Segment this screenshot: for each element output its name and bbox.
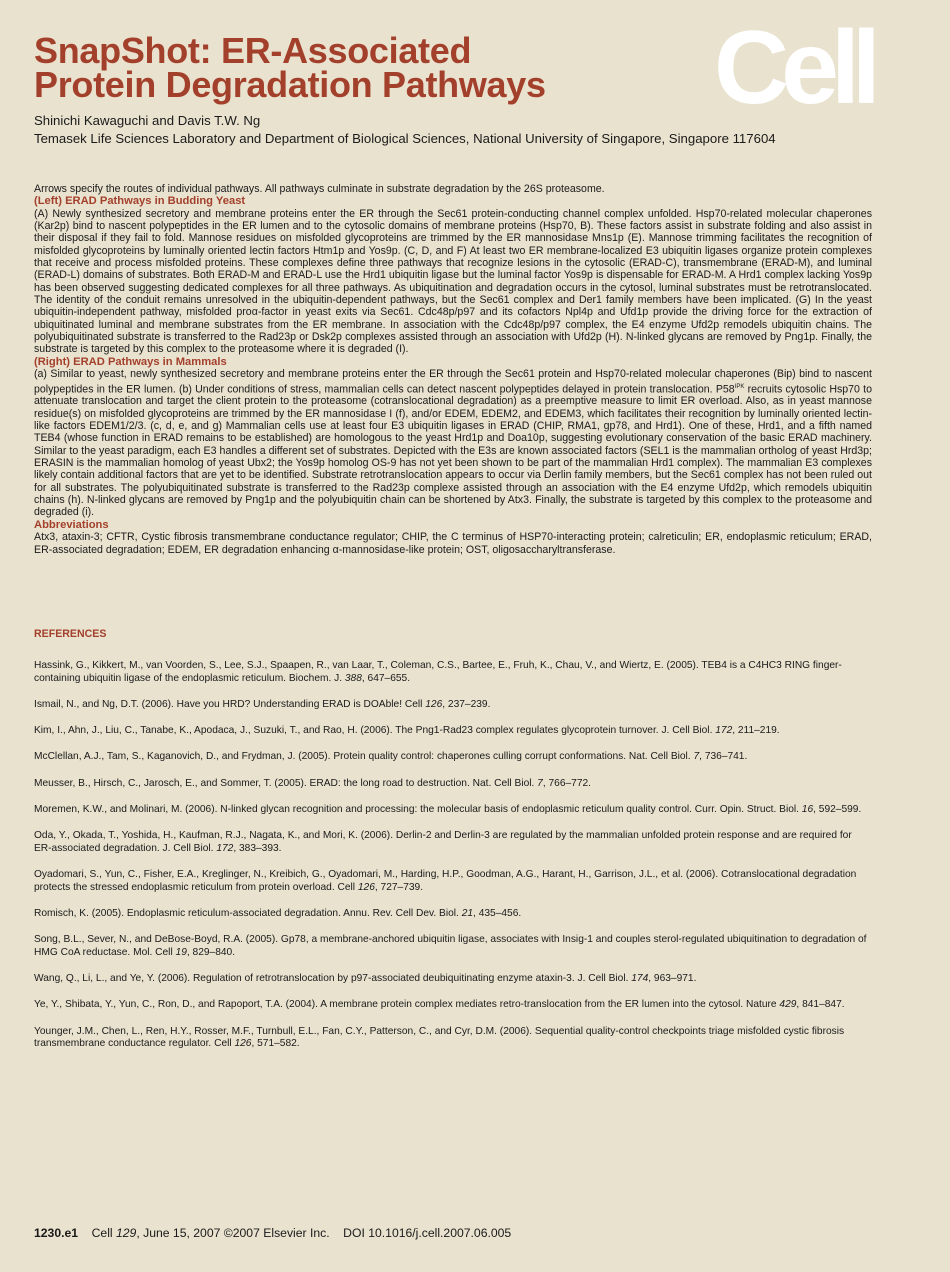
- reference-text: Song, B.L., Sever, N., and DeBose-Boyd, R.A. (2005). Gp78, a membrane-anchored ubiquitin ligase, associates with Insig-1 and couples sterol-regulated ubiquitination to degradation of HMG CoA reductase. Mol. Cell: [34, 934, 867, 958]
- doi: DOI 10.1016/j.cell.2007.06.005: [343, 1226, 512, 1240]
- reference-text: Romisch, K. (2005). Endoplasmic reticulum-associated degradation. Annu. Rev. Cell Dev. Biol.: [34, 907, 462, 919]
- reference-item: [34, 934, 872, 959]
- left-section-heading: (Left) ERAD Pathways in Budding Yeast: [34, 195, 246, 208]
- journal-name: Cell: [91, 1226, 116, 1240]
- reference-item: [34, 869, 872, 894]
- title-line-2: Protein Degradation Pathways: [34, 64, 546, 105]
- reference-item: [34, 699, 872, 712]
- reference-pages: , 211–219.: [732, 725, 780, 737]
- affiliation: Temasek Life Sciences Laboratory and Department of Biological Sciences, National University of Singapore, Singapore 117604: [34, 131, 776, 146]
- reference-text: Hassink, G., Kikkert, M., van Voorden, S., Lee, S.J., Spaapen, R., van Laar, T., Coleman, C.S., Bartee, E., Fruh, K., Chau, V., and Wiertz, E. (2005). TEB4 is a C4HC3 RING finger-containing ubiquitin ligase of the endoplasmic reticulum. Biochem. J.: [34, 660, 842, 684]
- reference-volume: 16: [801, 803, 814, 815]
- journal-citation: [92, 1226, 330, 1240]
- reference-volume: 172: [715, 725, 733, 737]
- reference-pages: , 647–655.: [361, 672, 411, 684]
- title-line-1: SnapShot: ER-Associated: [34, 30, 472, 71]
- left-section-text: (A) Newly synthesized secretory and membrane proteins enter the ER through the Sec61 protein-conducting channel complex unfolded. Hsp70-related molecular chaperones (Kar2p) bind to nascent polypeptides in the ER lumen and to the cytosolic domains of membrane proteins (Hsp70, B). These factors assist in substrate folding and also assist in their disposal if they fail to fold. Mannose residues on misfolded glycoproteins are trimmed by the ER mannosidase Mns1p (E). Mannose trimming facilitates the recognition of misfolded glycoproteins by luminally oriented lectin factors Htm1p and Yos9p. (C, D, and F) At least two ER membrane-localized E3 ubiquitin ligases organize protein complexes that receive and process misfolded proteins. These complexes define three pathways that recognize lesions in the cytosolic (ERAD-C), transmembrane (ERAD-M), and luminal (ERAD-L) domains of substrates. Both ERAD-M and ERAD-L use the Hrd1 ubiquitin ligase but the luminal factor Yos9p is dispensable for ERAD-M. A Hrd1 complex lacking Yos9p has been observed suggesting dedicated complexes for all three pathways. As ubiquitination and degradation occurs in the cytosol, luminal substrates must be retrotranslocated. The identity of the conduit remains unresolved in the ubiquitin-dependent pathways, but the Sec61 complex and Der1 family members have been implicated. (G) In the yeast ubiquitin-independent pathway, misfolded proα-factor in yeast exits via Sec61. Cdc48p/p97 and its cofactors Npl4p and Ufd1p provide the driving force for the extraction of ubiquitinated luminal and membrane substrates from the ER membrane. In association with the Cdc48p/p97 complex, the E4 enzyme Ufd2p remodels ubiquitin chains. The polyubiquitinated substrate is transferred to the Rad23p or Dsk2p complexes assisted through an association with Ufd2p (H). N-linked glycans are removed by Png1p. Finally, the substrate is targeted by this complex to the proteasome where it is degraded (I).: [34, 207, 872, 356]
- reference-text: Wang, Q., Li, L., and Ye, Y. (2006). Regulation of retrotranslocation by p97-associated deubiquitinating enzyme ataxin-3. J. Cell Biol.: [34, 972, 632, 984]
- reference-pages: , 592–599.: [813, 803, 862, 815]
- journal-volume: 129: [116, 1226, 137, 1240]
- reference-text: Oyadomari, S., Yun, C., Fisher, E.A., Kreglinger, N., Kreibich, G., Oyadomari, M., Harding, H.P., Goodman, A.G., Harant, H., Garrison, J.L., et al. (2006). Cotranslocational degradation protects the stressed endoplasmic reticulum from protein overload. Cell: [34, 869, 857, 893]
- reference-volume: 7: [537, 777, 543, 789]
- reference-text: Kim, I., Ahn, J., Liu, C., Tanabe, K., Apodaca, J., Suzuki, T., and Rao, H. (2006). The Png1-Rad23 complex regulates glycoprotein turnover. J. Cell Biol.: [34, 725, 716, 737]
- reference-text: Ismail, N., and Ng, D.T. (2006). Have you HRD? Understanding ERAD is DOAble! Cell: [34, 698, 426, 710]
- reference-volume: 126: [234, 1038, 252, 1050]
- cell-logo: Cell: [714, 10, 873, 126]
- reference-pages: , 435–456.: [473, 907, 522, 919]
- journal-date: , June 15, 2007 ©2007 Elsevier Inc.: [136, 1226, 330, 1240]
- reference-item: [34, 999, 872, 1012]
- reference-volume: 7: [693, 751, 700, 763]
- reference-volume: 388: [344, 672, 362, 684]
- reference-item: [34, 804, 872, 817]
- reference-volume: 19: [175, 946, 187, 958]
- reference-item: [34, 778, 872, 791]
- reference-item: [34, 1026, 872, 1051]
- reference-item: [34, 973, 872, 986]
- right-section-text: [34, 368, 872, 519]
- reference-text: Meusser, B., Hirsch, C., Jarosch, E., and Sommer, T. (2005). ERAD: the long road to destruction. Nat. Cell Biol.: [34, 777, 538, 789]
- reference-text: Ye, Y., Shibata, Y., Yun, C., Ron, D., and Rapoport, T.A. (2004). A membrane protein complex mediates retro-translocation from the ER lumen into the cytosol. Nature: [34, 999, 780, 1011]
- reference-volume: 172: [216, 842, 234, 854]
- reference-pages: , 571–582.: [251, 1038, 300, 1050]
- reference-item: [34, 908, 872, 921]
- page-number: 1230.e1: [34, 1226, 79, 1240]
- reference-text: Younger, J.M., Chen, L., Ren, H.Y., Rosser, M.F., Turnbull, E.L., Fan, C.Y., Patterson, C., and Cyr, D.M. (2006). Sequential quality-control checkpoints triage misfolded cystic fibrosis transmembrane conductance regulator. Cell: [34, 1025, 845, 1050]
- reference-item: [34, 751, 872, 764]
- right-section-heading: (Right) ERAD Pathways in Mammals: [34, 355, 227, 368]
- authors: Shinichi Kawaguchi and Davis T.W. Ng: [34, 113, 261, 128]
- reference-text: Moremen, K.W., and Molinari, M. (2006). N-linked glycan recognition and processing: the molecular basis of endoplasmic reticulum quality control. Curr. Opin. Struct. Biol.: [34, 803, 802, 815]
- reference-pages: , 727–739.: [374, 881, 424, 893]
- reference-text: Oda, Y., Okada, T., Yoshida, H., Kaufman, R.J., Nagata, K., and Mori, K. (2006). Derlin-2 and Derlin-3 are regulated by the mammalian unfolded protein response and are required for ER-associated degradation. J. Cell Biol.: [34, 830, 852, 854]
- reference-pages: , 766–772.: [542, 777, 591, 789]
- abbreviations-text: Atx3, ataxin-3; CFTR, Cystic fibrosis transmembrane conductance regulator; CHIP, the C terminus of HSP70-interacting protein; calreticulin; ER, endoplasmic reticulum; ERAD, ER-associated degradation; EDEM, ER degradation enhancing α-mannosidase-like protein; OST, oligosaccharyltransferase.: [34, 531, 872, 556]
- reference-volume: 126: [357, 881, 375, 893]
- reference-item: [34, 725, 872, 738]
- reference-pages: , 237–239.: [442, 698, 491, 710]
- right-text-part-b: recruits cytosolic Hsp70 to attenuate translocation and target the client protein to the proteasome (cotranslocational degradation) as a preemptive measure to limit ER overload. Also, as in yeast mannose residue(s) on misfolded glycoproteins are trimmed by the ER mannosidase I (f), and/or EDEM, EDEM2, and EDEM3, which facilitates their recognition by luminally oriented lectin-like factors EDEM1/2/3. (c, d, e, and g) Mammalian cells use at least four E3 ubiquitin ligases in ERAD (CHIP, RMA1, gp78, and Hrd1). One of these, Hrd1, and a fifth named TEB4 (whose function in ERAD remains to be established) are homologous to the yeast Hrd1p and Doa10p, suggesting evolutionary conservation of the basic ERAD machinery. Similar to the yeast paradigm, each E3 handles a different set of substrates. Depicted with the E3s are known associated factors (SEL1 is the mammalian ortholog of yeast Hrd3p; ERASIN is the mammalian homolog of yeast Ubx2; the Yos9p homolog OS-9 has not yet been shown to be part of the mammalian Hrd1 complex). The mammalian E3 complexes likely contain additional factors that are yet to be identified. Substrate retrotranslocation appears to occur via Derlin family members, but the Sec61 complex has not been ruled out for all substrates. The polyubiquitinated substrate is transferred to the Rad23p complexe assisted through an association with the E4 enzyme Ufd2p, which remodels ubiquitin chains (h). N-linked glycans are removed by Png1p and the polyubiquitin chain can be shortened by Atx3. Finally, the substrate is targeted by this complex to the proteasome and degraded (i).: [34, 383, 872, 519]
- reference-pages: , 841–847.: [796, 999, 845, 1011]
- reference-volume: 174: [631, 972, 649, 984]
- reference-volume: 126: [425, 698, 443, 710]
- reference-text: McClellan, A.J., Tam, S., Kaganovich, D., and Frydman, J. (2005). Protein quality control: chaperones culling corrupt conformations. Nat. Cell Biol.: [34, 751, 694, 763]
- intro-text: Arrows specify the routes of individual pathways. All pathways culminate in substrate degradation by the 26S proteasome.: [34, 183, 605, 195]
- references-heading: REFERENCES: [34, 628, 107, 640]
- reference-item: [34, 830, 872, 855]
- reference-pages: , 963–971.: [648, 972, 697, 984]
- references-list: [34, 660, 872, 1064]
- reference-volume: 21: [461, 907, 474, 919]
- reference-pages: , 829–840.: [186, 946, 236, 958]
- reference-volume: 429: [779, 999, 797, 1011]
- article-title: [34, 30, 714, 105]
- page-footer: [34, 1226, 511, 1240]
- reference-item: [34, 660, 872, 685]
- ipk-superscript: IPK: [734, 383, 745, 390]
- reference-pages: , 383–393.: [233, 842, 282, 854]
- article-body: [34, 183, 872, 556]
- right-text-part-a: (a) Similar to yeast, newly synthesized secretory and membrane proteins enter the ER through the Sec61 protein and Hsp70-related molecular chaperones (Bip) bind to nascent polypeptides in the ER lumen. (b) Under conditions of stress, mammalian cells can detect nascent polypeptides delayed in protein translocation. P58: [34, 368, 872, 396]
- reference-pages: , 736–741.: [699, 751, 748, 763]
- abbreviations-heading: Abbreviations: [34, 518, 109, 531]
